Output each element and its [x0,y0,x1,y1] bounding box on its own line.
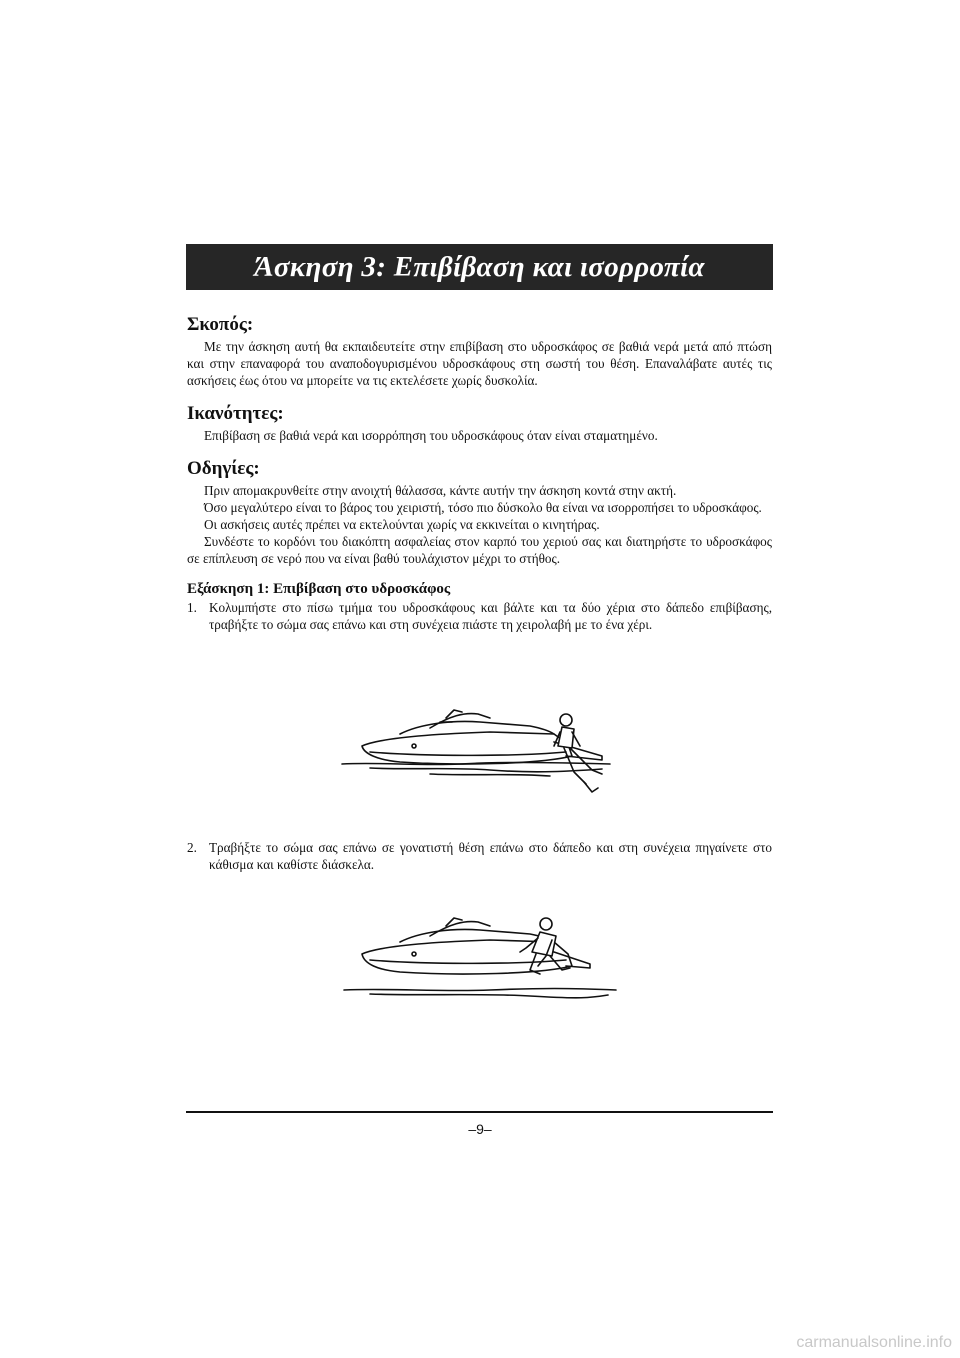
main-content [187,312,772,633]
footer-rule [186,1111,773,1113]
list-item [187,839,772,873]
section-skills [187,401,772,444]
illustration-boarding-kneel [340,912,620,1017]
section-heading: Σκοπός: [187,314,254,335]
paragraph: Πριν απομακρυνθείτε στην ανοιχτή θάλασσα, κάντε αυτήν την άσκηση κοντά στην ακτή. [204,483,677,498]
paragraph: Με την άσκηση αυτή θα εκπαιδευτείτε στην επιβίβαση στο υδροσκάφος σε βαθιά νερά μετά από πτώση και στην επαναφορά του αναποδογυρισμένου υδροσκάφους στη σωστή του θέση. Επαναλάβατε αυτές τις ασκήσεις έως ότου να μπορείτε να τις εκτελέσετε χωρίς δυσκολία. [187,339,772,388]
list-item [187,599,772,633]
watermark: carmanualsonline.info [796,1334,952,1351]
paragraph: Επιβίβαση σε βαθιά νερά και ισορρόπηση του υδροσκάφους όταν είναι σταματημένο. [204,428,658,443]
illustration-boarding-rear [340,700,620,805]
paragraph: Συνδέστε το κορδόνι του διακόπτη ασφαλείας στον καρπό του χεριού σας και διατηρήστε το υδροσκάφος σε επίπλευση σε νερό που να είναι βαθύ τουλάχιστον μέχρι το στήθος. [187,534,772,566]
section-purpose [187,312,772,389]
banner-title: Άσκηση 3: Επιβίβαση και ισορροπία [254,250,705,283]
section-instructions [187,456,772,567]
exercise-step-2 [187,839,772,873]
exercise-banner [186,244,773,290]
exercise-title: Εξάσκηση 1: Επιβίβαση στο υδροσκάφος [187,581,451,597]
step-text: Τραβήξτε το σώμα σας επάνω σε γονατιστή θέση επάνω στο δάπεδο και στη συνέχεια πηγαίνετε στο κάθισμα και καθίστε διάσκελα. [209,840,772,872]
step-number: 1. [187,600,197,615]
exercise-section [187,579,772,633]
step-text: Κολυμπήστε στο πίσω τμήμα του υδροσκάφους και βάλτε και τα δύο χέρια στο δάπεδο επιβίβασης, τραβήξτε το σώμα σας επάνω και στη συνέχεια πιάστε τη χειρολαβή με το ένα χέρι. [209,600,772,632]
page-number: –9– [468,1121,492,1137]
section-heading: Ικανότητες: [187,403,284,424]
section-heading: Οδηγίες: [187,458,260,479]
paragraph: Οι ασκήσεις αυτές πρέπει να εκτελούνται χωρίς να εκκινείται ο κινητήρας. [204,517,600,532]
paragraph: Όσο μεγαλύτερο είναι το βάρος του χειριστή, τόσο πιο δύσκολο θα είναι να ισορροπήσει το υδροσκάφος. [204,500,762,515]
step-number: 2. [187,840,197,855]
